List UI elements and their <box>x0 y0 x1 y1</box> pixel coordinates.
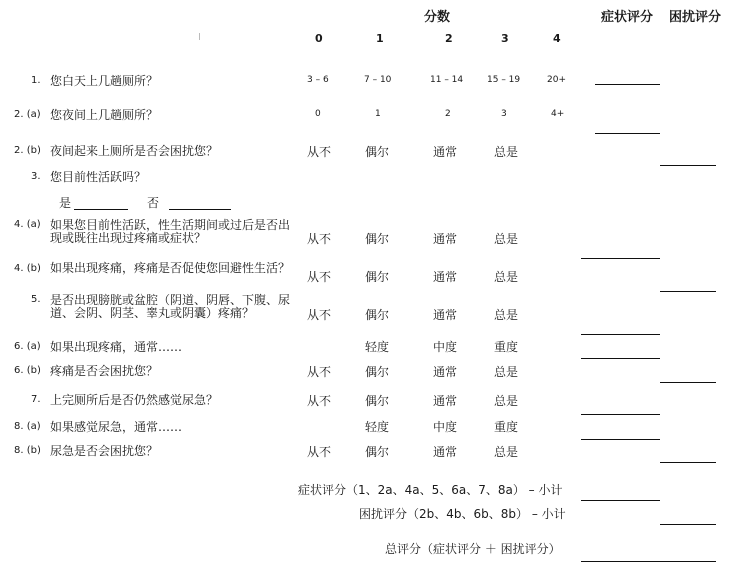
option-4[interactable]: 4+ <box>551 109 565 119</box>
bother-score-blank[interactable] <box>660 382 716 383</box>
no-blank[interactable] <box>169 209 231 210</box>
question-number: 1. <box>31 75 41 86</box>
question-text: 您白天上几趟厕所？ <box>50 74 159 88</box>
question-text: 如果出现疼痛，通常…… <box>50 340 183 354</box>
option-0[interactable]: 从不 <box>307 232 332 246</box>
question-text: 是否出现膀胱或盆腔（阴道、阴唇、下腹、尿道、会阴、阴茎、睾丸或阴囊）疼痛？ <box>50 293 291 320</box>
option-3[interactable]: 重度 <box>494 420 519 434</box>
question-text: 夜间起来上厕所是否会困扰您？ <box>50 144 219 158</box>
question-number: 8. (b) <box>14 445 41 456</box>
bother-score-blank[interactable] <box>660 291 716 292</box>
option-2[interactable]: 2 <box>445 109 451 119</box>
option-3[interactable]: 总是 <box>494 445 519 459</box>
option-0[interactable]: 从不 <box>307 365 332 379</box>
symptom-score-header: 症状评分 <box>601 10 654 25</box>
option-0[interactable]: 从不 <box>307 445 332 459</box>
option-2[interactable]: 中度 <box>433 420 458 434</box>
total-score-label: 总评分（症状评分 ＋ 困扰评分） <box>385 542 561 556</box>
option-3[interactable]: 总是 <box>494 394 519 408</box>
option-3[interactable]: 总是 <box>494 145 519 159</box>
symptom-score-blank[interactable] <box>581 358 660 359</box>
question-number: 8. (a) <box>14 421 41 432</box>
question-text: 尿急是否会困扰您？ <box>50 444 159 458</box>
question-number: 6. (b) <box>14 365 41 376</box>
option-1[interactable]: 偶尔 <box>365 145 390 159</box>
option-2[interactable]: 通常 <box>433 365 458 379</box>
question-number: 6. (a) <box>14 341 41 352</box>
option-1[interactable]: 偶尔 <box>365 270 390 284</box>
question-text: 如果感觉尿急，通常…… <box>50 420 183 434</box>
option-3[interactable]: 总是 <box>494 308 519 322</box>
option-1[interactable]: 偶尔 <box>365 445 390 459</box>
option-2[interactable]: 通常 <box>433 308 458 322</box>
option-3[interactable]: 总是 <box>494 232 519 246</box>
bother-subtotal-label: 困扰评分（2b、4b、6b、8b） – 小计 <box>359 507 566 521</box>
option-2[interactable]: 通常 <box>433 145 458 159</box>
question-number: 2. (a) <box>14 109 41 120</box>
question-text: 您目前性活跃吗？ <box>50 170 147 184</box>
question-number: 4. (a) <box>14 219 41 230</box>
option-1[interactable]: 7 – 10 <box>364 75 392 85</box>
option-2[interactable]: 11 – 14 <box>430 75 464 85</box>
option-0[interactable]: 3 – 6 <box>307 75 329 85</box>
bother-score-blank[interactable] <box>660 165 716 166</box>
score-header: 分数 <box>424 10 451 25</box>
symptom-score-blank[interactable] <box>595 84 660 85</box>
total-score-blank[interactable] <box>581 561 716 562</box>
question-number: 4. (b) <box>14 263 41 274</box>
option-1[interactable]: 偶尔 <box>365 232 390 246</box>
question-text: 您夜间上几趟厕所？ <box>50 108 159 122</box>
option-1[interactable]: 1 <box>375 109 381 119</box>
option-0[interactable]: 从不 <box>307 394 332 408</box>
question-text: 疼痛是否会困扰您？ <box>50 364 159 378</box>
symptom-subtotal-blank[interactable] <box>581 500 660 501</box>
option-1[interactable]: 偶尔 <box>365 365 390 379</box>
question-number: 3. <box>31 171 41 182</box>
option-2[interactable]: 通常 <box>433 232 458 246</box>
score-column-4: 4 <box>553 32 561 45</box>
option-2[interactable]: 通常 <box>433 394 458 408</box>
option-1[interactable]: 偶尔 <box>365 308 390 322</box>
symptom-score-blank[interactable] <box>581 258 660 259</box>
option-3[interactable]: 总是 <box>494 270 519 284</box>
symptom-score-blank[interactable] <box>581 334 660 335</box>
question-text: 如果出现疼痛，疼痛是否促使您回避性生活？ <box>50 261 291 275</box>
question-number: 7. <box>31 394 41 405</box>
option-2[interactable]: 中度 <box>433 340 458 354</box>
question-number: 2. (b) <box>14 145 41 156</box>
bother-score-blank[interactable] <box>660 462 716 463</box>
option-0[interactable]: 从不 <box>307 308 332 322</box>
symptom-score-blank[interactable] <box>581 439 660 440</box>
no-label: 否 <box>147 196 160 210</box>
score-column-3: 3 <box>501 32 509 45</box>
yes-blank[interactable] <box>74 209 128 210</box>
option-2[interactable]: 通常 <box>433 270 458 284</box>
bother-subtotal-blank[interactable] <box>660 524 716 525</box>
option-0[interactable]: 0 <box>315 109 321 119</box>
symptom-score-blank[interactable] <box>595 133 660 134</box>
option-1[interactable]: 轻度 <box>365 420 390 434</box>
question-text: 如果您目前性活跃，性生活期间或过后是否出现或既往出现过疼痛或症状？ <box>50 218 291 245</box>
option-4[interactable]: 20+ <box>547 75 566 85</box>
option-1[interactable]: 轻度 <box>365 340 390 354</box>
option-3[interactable]: 15 – 19 <box>487 75 521 85</box>
score-column-0: 0 <box>315 32 323 45</box>
symptom-subtotal-label: 症状评分（1、2a、4a、5、6a、7、8a） – 小计 <box>298 483 563 497</box>
option-0[interactable]: 从不 <box>307 270 332 284</box>
option-3[interactable]: 重度 <box>494 340 519 354</box>
score-column-1: 1 <box>376 32 384 45</box>
question-number: 5. <box>31 294 41 305</box>
bother-score-header: 困扰评分 <box>669 10 722 25</box>
option-3[interactable]: 3 <box>501 109 507 119</box>
option-2[interactable]: 通常 <box>433 445 458 459</box>
score-column-2: 2 <box>445 32 453 45</box>
faint-tick-mark <box>199 33 200 40</box>
question-text: 上完厕所后是否仍然感觉尿急？ <box>50 393 219 407</box>
option-0[interactable]: 从不 <box>307 145 332 159</box>
symptom-score-blank[interactable] <box>581 414 660 415</box>
option-1[interactable]: 偶尔 <box>365 394 390 408</box>
option-3[interactable]: 总是 <box>494 365 519 379</box>
yes-label: 是 <box>59 196 72 210</box>
